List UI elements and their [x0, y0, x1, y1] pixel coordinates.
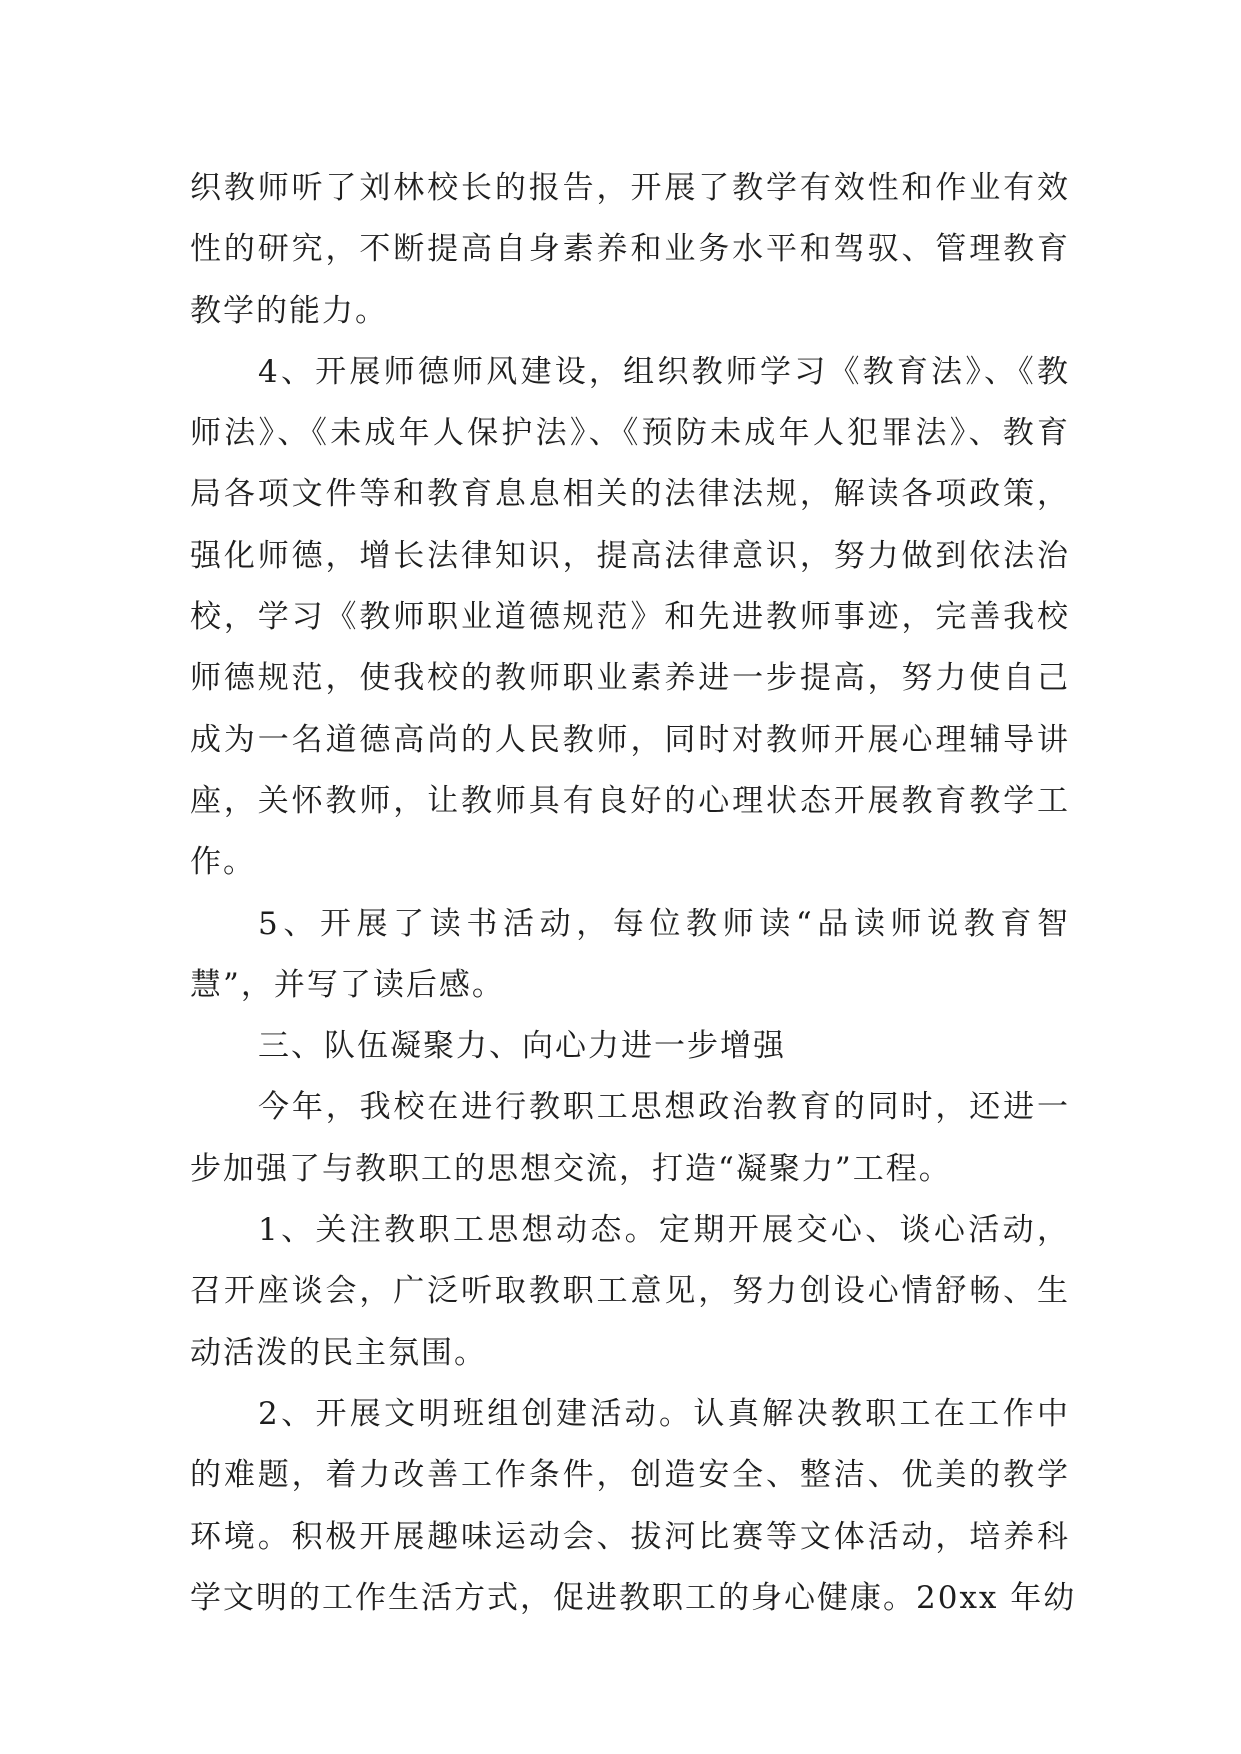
text-line: 强化师德，增长法律知识，提高法律意识，努力做到依法治	[190, 537, 1070, 574]
text-line: 织教师听了刘林校长的报告，开展了教学有效性和作业有效	[190, 170, 1070, 206]
text-line: 座，关怀教师，让教师具有良好的心理状态开展教育教学工	[190, 782, 1070, 819]
text-line: 成为一名道德高尚的人民教师，同时对教师开展心理辅导讲	[190, 721, 1070, 758]
text-line: 教学的能力。	[190, 292, 388, 329]
body-text	[190, 158, 1077, 1629]
text-line: 环境。积极开展趣味运动会、拔河比赛等文体活动，培养科	[190, 1518, 1070, 1555]
text-line: 5、开展了读书活动，每位教师读“品读师说教育智	[258, 905, 1070, 942]
text-line: 师法》、《未成年人保护法》、《预防未成年人犯罪法》、教育	[190, 415, 1070, 452]
text-line: 动活泼的民主氛围。	[190, 1334, 487, 1371]
text-line: 的难题，着力改善工作条件，创造安全、整洁、优美的教学	[190, 1457, 1070, 1494]
text-line: 召开座谈会，广泛听取教职工意见，努力创设心情舒畅、生	[190, 1273, 1070, 1310]
text-line: 2、开展文明班组创建活动。认真解决教职工在工作中	[258, 1395, 1070, 1432]
text-line: 学文明的工作生活方式，促进教职工的身心健康。20xx 年幼	[190, 1579, 1077, 1616]
text-line: 师德规范，使我校的教师职业素养进一步提高，努力使自己	[190, 660, 1070, 697]
text-line: 局各项文件等和教育息息相关的法律法规，解读各项政策，	[190, 476, 1070, 513]
text-line: 性的研究，不断提高自身素养和业务水平和驾驭、管理教育	[190, 231, 1070, 268]
text-line: 校，学习《教师职业道德规范》和先进教师事迹，完善我校	[190, 599, 1070, 636]
text-line: 步加强了与教职工的思想交流，打造“凝聚力”工程。	[190, 1150, 952, 1187]
text-line: 1、关注教职工思想动态。定期开展交心、谈心活动，	[258, 1212, 1070, 1249]
text-line: 作。	[190, 844, 256, 881]
text-line: 今年，我校在进行教职工思想政治教育的同时，还进一	[258, 1089, 1070, 1126]
text-line: 4、开展师德师风建设，组织教师学习《教育法》、《教	[258, 353, 1070, 390]
text-line: 慧”，并写了读后感。	[190, 966, 505, 1003]
section-heading: 三、队伍凝聚力、向心力进一步增强	[258, 1028, 786, 1065]
